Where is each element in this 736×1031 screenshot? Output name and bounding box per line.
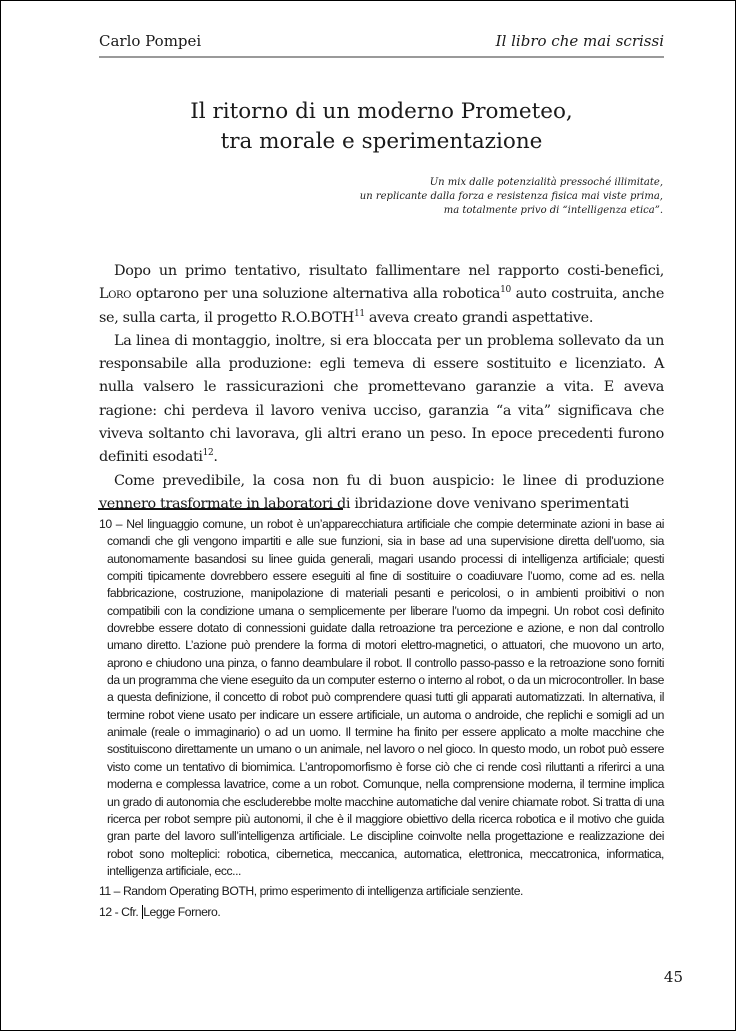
header-book-title: Il libro che mai scrissi: [495, 32, 664, 50]
paragraph-2: [99, 330, 664, 470]
footnote-10: 10 – Nel linguaggio comune, un robot è un’apparecchiatura artificiale che compie determinate azioni in base ai comandi che gli vengono impartiti e alle sue funzioni, sia in base ad una supervisione diretta dell’uomo, sia autonomamente basandosi su linee guida generali, magari usando processi di intelligenza artificiale; questi compiti tipicamente dovrebbero essere eseguiti al fine di sostituire o coadiuvare l’uomo, come ad es. nella fabbricazione, costruzione, manipolazione di materiali pesanti e pericolosi, o in ambienti proibitivi o non compatibili con la condizione umana o semplicemente per liberare l’uomo da impegni. Un robot così definito dovrebbe essere dotato di connessioni guidate dalla retroazione tra percezione e azione, e non dal controllo umano diretto. L’azione può prendere la forma di motori elettro-magnetici, o attuatori, che muovono un arto, aprono e chiudono una pinza, o fanno deambulare il robot. Il controllo passo-passo e la retroazione sono forniti da un programma che viene eseguito da un computer esterno o interno al robot, o da un microcontroller. In base a questa definizione, il concetto di robot può comprendere quasi tutti gli apparati automatizzati. In alternativa, il termine robot viene usato per indicare un essere artificiale, un automa o androide, che replichi e somigli ad un animale (reale o immaginario) o ad un uomo. Il termine ha finito per essere applicato a molte macchine che sostituiscono direttamente un umano o un animale, nel lavoro o nel gioco. In questo modo, un robot può essere visto come un tentativo di biomimica. L’antropomorfismo è forse ciò che ci rende così riluttanti a riferirci a una moderna e complessa lavatrice, come a un robot. Comunque, nella comprensione moderna, il termine implica un grado di autonomia che escluderebbe molte macchine automatiche dal venire chiamate robot. Si tratta di una ricerca per robot sempre più autonomi, il che è il maggiore obiettivo della ricerca robotica e il motivo che guida gran parte del lavoro sull’intelligenza artificiale. Le discipline coinvolte nella progettazione e realizzazione dei robot sono molteplici: robotica, cibernetica, meccanica, automatica, elettronica, meccatronica, informatica, intelligenza artificiale, ecc...: [99, 517, 664, 878]
text-run: aveva creato grandi aspettative.: [364, 309, 594, 326]
header-author: Carlo Pompei: [99, 32, 202, 50]
epigraph-line: Un mix dalle potenzialità pressoché illimitate,: [429, 177, 663, 188]
text-run: .: [213, 449, 218, 466]
running-header: [99, 32, 664, 58]
epigraph: [243, 176, 663, 218]
footnote-12: [99, 904, 664, 921]
text-run: La linea di montaggio, inoltre, si era bloccata per un problema sollevato da un responsabile alla produzione: egli temeva di essere sostituito e licenziato. A nulla valsero le rassicurazioni che promettevano garanzie a vita. E aveva ragione: chi perdeva il lavoro veniva ucciso, garanzia “a vita” significava che viveva soltanto chi lavorava, gli altri erano un peso. In epoce precedenti furono definiti esodati: [99, 332, 664, 466]
chapter-title: [99, 97, 664, 157]
text-run: auto costruita, anche se, sulla carta, il progetto R.O.BOTH: [99, 286, 665, 326]
text-run: optarono per una soluzione alternativa alla robotica: [131, 286, 501, 303]
page-number: 45: [663, 968, 683, 986]
paragraph-3: Come prevedibile, la cosa non fu di buon auspicio: le linee di produzione vennero trasformate in laboratori di ibridazione dove venivano sperimentati: [99, 472, 664, 512]
text-run: Legge Fornero.: [143, 904, 221, 919]
epigraph-line: un replicante dalla forza e resistenza fisica mai viste prima,: [359, 191, 663, 202]
chapter-title-line-2: tra morale e sperimentazione: [220, 129, 543, 154]
chapter-title-line-1: Il ritorno di un moderno Prometeo,: [190, 99, 573, 124]
footnote-ref-11[interactable]: 11: [353, 308, 365, 319]
epigraph-line: ma totalmente privo di “intelligenza etica”.: [443, 205, 663, 216]
footnote-ref-12[interactable]: 12: [202, 448, 214, 459]
footnote-separator: [98, 508, 343, 510]
body-text: [99, 260, 664, 516]
loro-smallcaps: Loro: [99, 286, 132, 303]
text-run: 12 - Cfr.: [99, 904, 142, 919]
paragraph-1: [99, 260, 664, 330]
footnote-11: 11 – Random Operating BOTH, primo esperimento di intelligenza artificiale senziente.: [99, 884, 523, 899]
text-run: Dopo un primo tentativo, risultato fallimentare nel rapporto costi-benefici,: [114, 263, 664, 279]
footnote-ref-10[interactable]: 10: [500, 285, 511, 296]
footnotes: [99, 516, 664, 921]
